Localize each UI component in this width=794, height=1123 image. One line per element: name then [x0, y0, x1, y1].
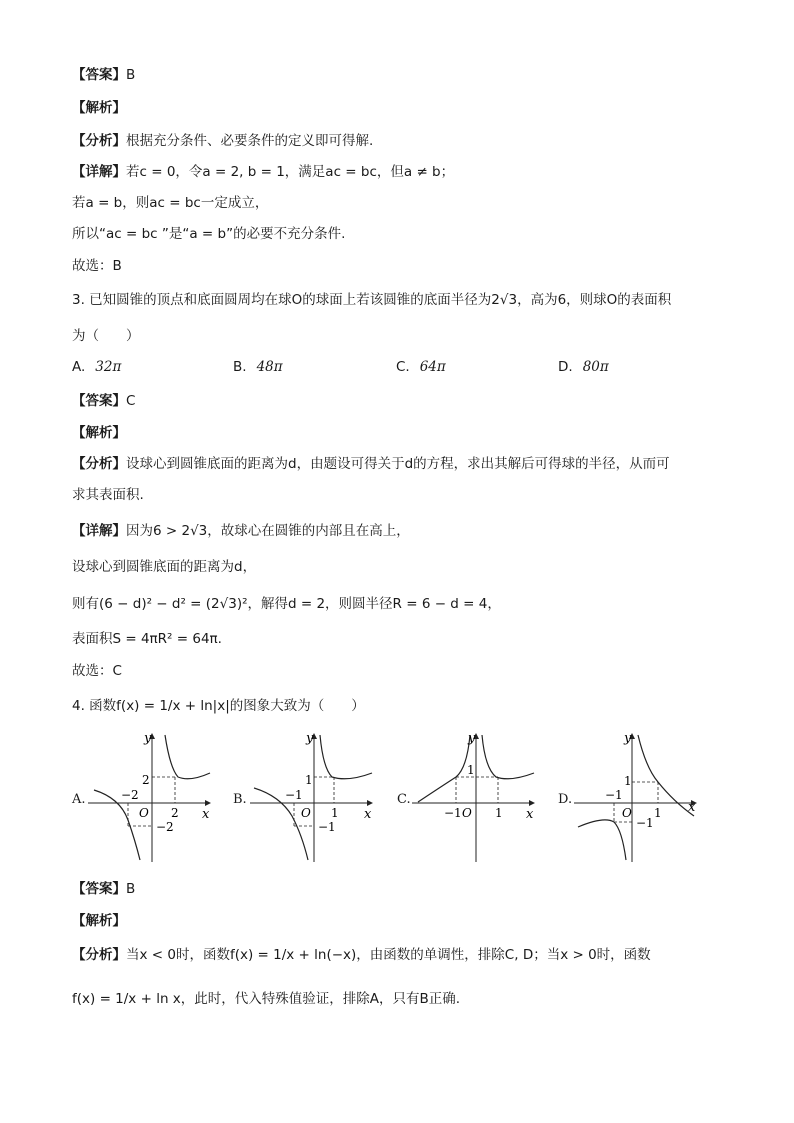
q3-fenxi-1 [72, 455, 670, 473]
fenxi-tag: 【分析】 [72, 456, 126, 472]
fenxi-text: 根据充分条件、必要条件的定义即可得解. [126, 133, 374, 149]
x-label: x [202, 807, 210, 822]
q3-option-d: D. 80π [558, 359, 609, 375]
graph-a [88, 730, 238, 865]
answer-value: B [126, 881, 136, 897]
q2-answer [72, 66, 135, 84]
y-label: y [144, 731, 152, 746]
tick-y-neg: −1 [636, 816, 654, 830]
tick-x-pos: 1 [331, 806, 339, 820]
graph-label-b: B. [233, 792, 247, 807]
q2-fenxi [72, 132, 373, 150]
curve-left [578, 820, 626, 860]
curve-right [165, 735, 210, 779]
graph-label-c: C. [397, 792, 411, 807]
tick-y-pos: 1 [305, 773, 313, 787]
tick-y-pos: 1 [624, 774, 632, 788]
x-label: x [688, 800, 696, 815]
q4-analysis-title: 【解析】 [72, 913, 126, 929]
q4-stem: 4. 函数f(x) = 1/x + ln|x|的图象大致为（ ） [72, 698, 365, 714]
xiangjie-tag: 【详解】 [72, 164, 126, 180]
tick-y-pos: 2 [142, 773, 150, 787]
graph-label-a: A. [72, 792, 86, 807]
fenxi-text: 设球心到圆锥底面的距离为d，由题设可得关于d的方程，求出其解后可得球的半径，从而可 [126, 456, 670, 472]
q3-stem-2: 为（ ） [72, 328, 140, 344]
q3-xiangjie-3: 则有(6 − d)² − d² = (2√3)²，解得d = 2，则圆半径R = 6 − d = 4， [72, 596, 501, 612]
xiangjie-text: 因为6 > 2√3，故球心在圆锥的内部且在高上， [126, 523, 410, 539]
answer-tag: 【答案】 [72, 393, 126, 409]
origin-label: O [139, 806, 149, 820]
graph-c [412, 730, 562, 865]
answer-tag: 【答案】 [72, 67, 126, 83]
tick-x-neg: −1 [285, 788, 303, 802]
q3-answer [72, 392, 135, 410]
q2-analysis-title: 【解析】 [72, 100, 126, 116]
tick-y-neg: −1 [318, 820, 336, 834]
tick-y-neg: −2 [156, 820, 174, 834]
q2-choose: 故选：B [72, 258, 122, 274]
tick-x-neg: −1 [605, 788, 623, 802]
q4-fenxi-1 [72, 946, 651, 964]
q2-xiangjie-1 [72, 163, 454, 181]
q2-xiangjie-2: 若a = b，则ac = bc一定成立， [72, 195, 269, 211]
origin-label: O [622, 806, 632, 820]
curve-right [320, 735, 372, 779]
y-label: y [468, 731, 476, 746]
q3-fenxi-2: 求其表面积. [72, 487, 144, 503]
q3-choose: 故选：C [72, 663, 122, 679]
xiangjie-tag: 【详解】 [72, 523, 126, 539]
tick-x-neg: −2 [121, 788, 139, 802]
q4-answer [72, 880, 135, 898]
fenxi-tag: 【分析】 [72, 947, 126, 963]
q3-analysis-title: 【解析】 [72, 425, 126, 441]
graph-d [574, 730, 724, 865]
xiangjie-text: 若c = 0，令a = 2, b = 1，满足ac = bc，但a ≠ b； [126, 164, 455, 180]
fenxi-text: 当x < 0时，函数f(x) = 1/x + ln(−x)，由函数的单调性，排除C, D；当x > 0时，函数 [126, 947, 651, 963]
y-label: y [624, 731, 632, 746]
q4-fenxi-2: f(x) = 1/x + ln x，此时，代入特殊值验证，排除A，只有B正确. [72, 991, 461, 1007]
curve-right [638, 735, 694, 816]
tick-x-neg: −1 [444, 806, 462, 820]
q3-xiangjie-4: 表面积S = 4πR² = 64π. [72, 631, 222, 647]
tick-x-pos: 1 [495, 806, 503, 820]
x-label: x [364, 807, 372, 822]
graph-b [250, 730, 400, 865]
x-label: x [526, 807, 534, 822]
answer-value: C [126, 393, 136, 409]
tick-y-pos: 1 [467, 763, 475, 777]
tick-x-pos: 1 [654, 806, 662, 820]
tick-x-pos: 2 [171, 806, 179, 820]
q3-xiangjie-2: 设球心到圆锥底面的距离为d， [72, 559, 257, 575]
q2-xiangjie-3: 所以“ac = bc ”是“a = b”的必要不充分条件. [72, 226, 346, 242]
q3-option-c: C. 64π [396, 359, 446, 375]
q3-xiangjie-1 [72, 522, 410, 540]
curve-right [482, 735, 534, 779]
curve-left [418, 735, 470, 802]
origin-label: O [462, 806, 472, 820]
y-label: y [306, 731, 314, 746]
graph-label-d: D. [558, 792, 573, 807]
origin-label: O [301, 806, 311, 820]
answer-tag: 【答案】 [72, 881, 126, 897]
fenxi-tag: 【分析】 [72, 133, 126, 149]
q3-stem-1: 3. 已知圆锥的顶点和底面圆周均在球O的球面上若该圆锥的底面半径为2√3，高为6，则球O的表面积 [72, 292, 672, 308]
answer-value: B [126, 67, 136, 83]
q3-option-b: B. 48π [233, 359, 283, 375]
q3-option-a: A. 32π [72, 359, 122, 375]
